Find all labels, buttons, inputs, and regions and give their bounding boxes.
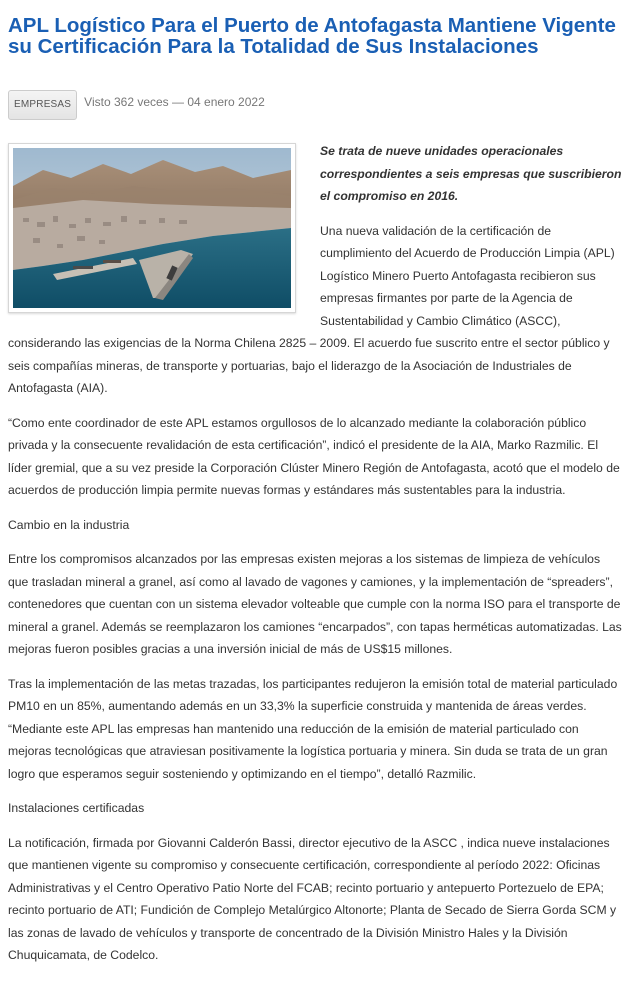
article-lead: Se trata de nueve unidades operacionales correspondientes a seis empresas que suscribieron el compromiso en 2016. <box>320 144 622 203</box>
port-aerial-photo <box>13 148 291 308</box>
section-heading-instalaciones: Instalaciones certificadas <box>8 801 145 815</box>
paragraph-notificacion: La notificación, firmada por Giovanni Calderón Bassi, director ejecutivo de la ASCC , indica nueve instalaciones que mantienen vigente su compromiso y consecuente certificación, correspondiente al período 2022: Oficinas Administrativas y el Centro Operativo Patio Norte del FCAB; recinto portuario y antepuerto Portezuelo de EPA; recinto portuario de ATI; Fundición de Complejo Metalúrgico Altonorte; Planta de Secado de Sierra Gorda SCM y las zonas de lavado de vehículos y transporte de concentrado de la División Ministro Hales y la División Chuquicamata, de Codelco. <box>8 835 617 962</box>
article-meta <box>8 90 265 120</box>
views-and-date: Visto 362 veces — 04 enero 2022 <box>84 95 265 109</box>
category-tag[interactable]: EMPRESAS <box>8 90 77 120</box>
paragraph-quote: “Como ente coordinador de este APL estamos orgullosos de lo alcanzado mediante la colaboración público privada y la consecuente revalidación de esta certificación”, indicó el presidente de la AIA, Marko Razmilic. El líder gremial, que a su vez preside la Corporación Clúster Minero Región de Antofagasta, acotó que el modelo de acuerdos de producción limpia permite nuevas formas y estándares más sustentables para la industria. <box>8 415 620 497</box>
article-image <box>8 143 296 313</box>
paragraph-intro: Una nueva validación de la certificación de cumplimiento del Acuerdo de Producción Limpia (APL) Logístico Minero Puerto Antofagasta recibieron sus empresas firmantes por parte de la Agencia de Sustentabilidad y Cambio Climático (ASCC), considerando las exigencias de la Norma Chilena 2825 – 2009. El acuerdo fue suscrito entre el sector público y seis compañías mineras, de transporte y portuarias, bajo el liderazgo de la Asociación de Industriales de Antofagasta (AIA). <box>8 223 615 395</box>
paragraph-metas: Tras la implementación de las metas trazadas, los participantes redujeron la emisión total de material particulado PM10 en un 85%, aumentando además en un 33,3% la superficie construida y mantenida de áreas verdes. “Mediante este APL las empresas han mantenido una reducción de la emisión de material particulado con mejoras tecnológicas que atraviesan positivamente la logística portuaria y minera. Sin duda se trata de un gran logro que esperamos seguir sosteniendo y optimizando en el tiempo”, detalló Razmilic. <box>8 676 618 781</box>
article-title: APL Logístico Para el Puerto de Antofagasta Mantiene Vigente su Certificación Para la Totalidad de Sus Instalaciones <box>8 14 616 58</box>
paragraph-compromisos: Entre los compromisos alcanzados por las empresas existen mejoras a los sistemas de limpieza de vehículos que trasladan mineral a granel, así como al lavado de vagones y camiones, y la implementación de “spreaders”, contenedores que cuentan con un sistema elevador volteable que cumple con la norma ISO para el transporte de mineral a granel. Además se reemplazaron los camiones “encarpados”, con tapas herméticas automatizadas. Las mejoras fueron posibles gracias a una inversión inicial de más de US$15 millones. <box>8 552 622 656</box>
article-body <box>8 140 622 979</box>
section-heading-cambio: Cambio en la industria <box>8 517 130 532</box>
